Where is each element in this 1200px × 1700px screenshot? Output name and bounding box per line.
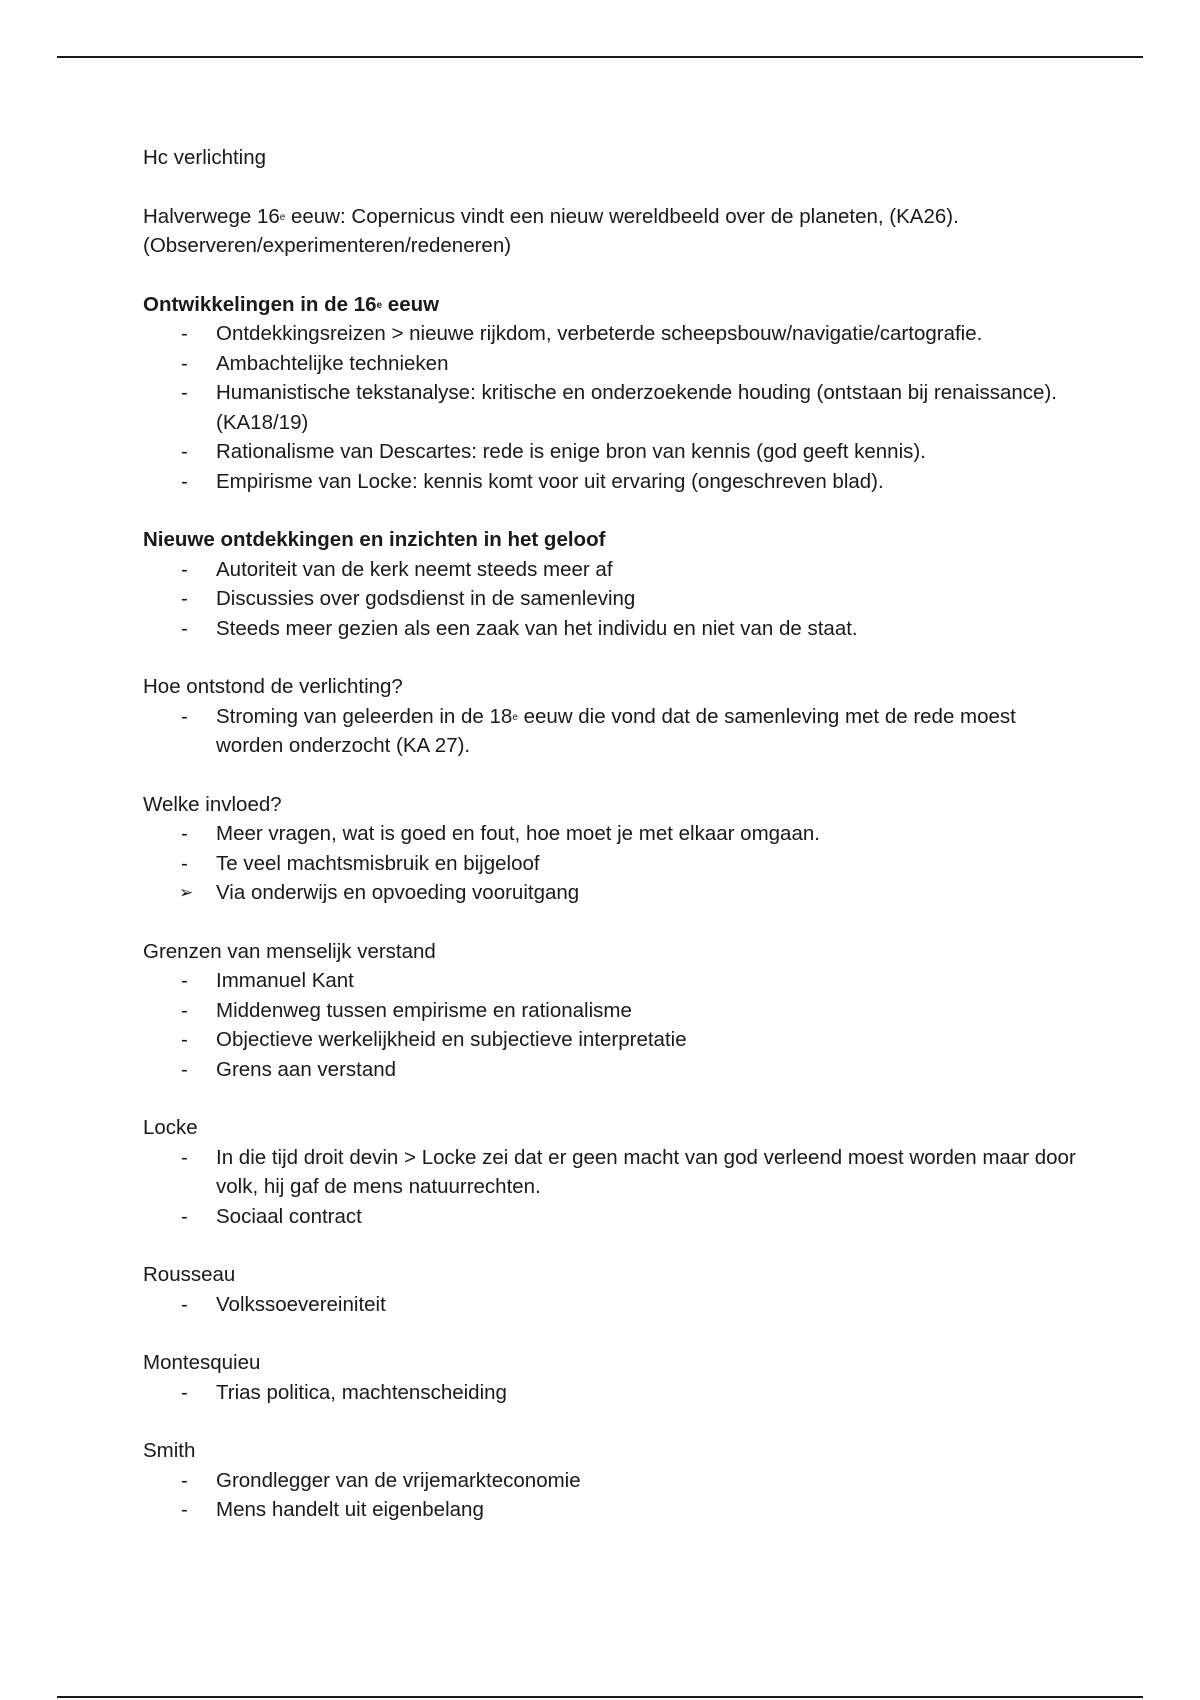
document-title: Hc verlichting	[143, 146, 267, 169]
list-item-text: Immanuel Kant	[216, 969, 354, 992]
list-item	[143, 437, 1083, 467]
list-item-text: Mens handelt uit eigenbelang	[216, 1498, 484, 1521]
list-ontwikkelingen	[143, 319, 1083, 496]
list-item-text: Autoriteit van de kerk neemt steeds meer af	[216, 557, 613, 581]
dash-bullet: -	[181, 616, 188, 640]
intro-superscript: e	[279, 211, 286, 223]
heading-superscript: e	[376, 299, 383, 311]
section-heading-grenzen: Grenzen van menselijk verstand	[143, 939, 436, 963]
arrow-bullet-icon: ➢	[179, 883, 194, 902]
list-item-text-b: eeuw die vond dat de samenleving met de rede moest worden onderzocht (KA 27).	[216, 704, 1016, 757]
list-rousseau	[143, 1290, 1083, 1320]
list-item-text: Empirisme van Locke: kennis komt voor uit ervaring (ongeschreven blad).	[216, 469, 884, 493]
dash-bullet: -	[181, 1468, 188, 1492]
list-invloed	[143, 819, 1083, 908]
list-item	[143, 1055, 1083, 1085]
list-item	[143, 1025, 1083, 1055]
list-item	[143, 849, 1083, 879]
list-item	[143, 878, 1083, 908]
list-item-text: Objectieve werkelijkheid en subjectieve interpretatie	[216, 1028, 687, 1051]
intro-line-1	[143, 202, 1083, 232]
list-item-text: Meer vragen, wat is goed en fout, hoe moet je met elkaar omgaan.	[216, 822, 820, 845]
list-item-text: Rationalisme van Descartes: rede is enige bron van kennis (god geeft kennis).	[216, 440, 926, 463]
footer-rule	[57, 1696, 1143, 1698]
section-heading-geloof: Nieuwe ontdekkingen en inzichten in het geloof	[143, 528, 606, 551]
list-item	[143, 1466, 1083, 1496]
list-item	[143, 966, 1083, 996]
list-item-text: Ontdekkingsreizen > nieuwe rijkdom, verbeterde scheepsbouw/navigatie/cartografie.	[216, 322, 983, 345]
section-heading-smith: Smith	[143, 1439, 196, 1462]
heading-text-b: eeuw	[382, 292, 440, 316]
dash-bullet: -	[181, 969, 188, 992]
dash-bullet: -	[181, 351, 188, 375]
section-heading-ontstaan: Hoe ontstond de verlichting?	[143, 675, 403, 698]
intro-text-b: eeuw: Copernicus vindt een nieuw wereldbeeld over de planeten, (KA26).	[285, 204, 959, 228]
dash-bullet: -	[181, 1204, 188, 1228]
list-grenzen	[143, 966, 1083, 1084]
list-item	[143, 378, 1083, 437]
list-montesquieu	[143, 1378, 1083, 1408]
header-rule	[57, 56, 1143, 58]
list-item	[143, 702, 1083, 761]
section-heading-invloed: Welke invloed?	[143, 792, 282, 816]
list-item	[143, 1495, 1083, 1525]
list-item-text: Discussies over godsdienst in de samenleving	[216, 587, 636, 610]
list-item	[143, 819, 1083, 849]
list-item-text: Middenweg tussen empirisme en rationalisme	[216, 998, 632, 1022]
dash-bullet: -	[181, 1028, 188, 1051]
list-item-text: Steeds meer gezien als een zaak van het individu en niet van de staat.	[216, 616, 858, 640]
list-item-text: Trias politica, machtenscheiding	[216, 1380, 507, 1404]
list-item	[143, 584, 1083, 614]
dash-bullet: -	[181, 587, 188, 610]
dash-bullet: -	[181, 1380, 188, 1404]
dash-bullet: -	[181, 322, 188, 345]
list-item	[143, 1202, 1083, 1232]
dash-bullet: -	[181, 1292, 188, 1316]
dash-bullet: -	[181, 1498, 188, 1521]
list-ontstaan	[143, 702, 1083, 761]
list-item	[143, 319, 1083, 349]
section-heading-ontwikkelingen	[143, 290, 1083, 320]
list-geloof	[143, 555, 1083, 644]
list-item	[143, 1378, 1083, 1408]
list-item	[143, 614, 1083, 644]
dash-bullet: -	[181, 1145, 188, 1169]
list-smith	[143, 1466, 1083, 1525]
dash-bullet: -	[181, 381, 188, 404]
list-item-text: Grondlegger van de vrijemarkteconomie	[216, 1468, 581, 1492]
dash-bullet: -	[181, 704, 188, 728]
list-item-text: Via onderwijs en opvoeding vooruitgang	[216, 881, 580, 904]
list-item	[143, 996, 1083, 1026]
list-item	[143, 1143, 1083, 1202]
list-item-superscript: e	[512, 711, 518, 723]
document-body	[143, 143, 1083, 1525]
dash-bullet: -	[181, 469, 188, 493]
list-item-text: Grens aan verstand	[216, 1057, 397, 1081]
list-item	[143, 467, 1083, 497]
list-item	[143, 555, 1083, 585]
section-heading-montesquieu: Montesquieu	[143, 1351, 261, 1374]
section-heading-rousseau: Rousseau	[143, 1263, 236, 1286]
dash-bullet: -	[181, 557, 188, 581]
intro-line-2: (Observeren/experimenteren/redeneren)	[143, 234, 512, 257]
intro-text-a: Halverwege 16	[143, 204, 280, 228]
section-heading-locke: Locke	[143, 1116, 198, 1139]
list-item-text: Te veel machtsmisbruik en bijgeloof	[216, 851, 540, 875]
dash-bullet: -	[181, 998, 188, 1022]
heading-text-a: Ontwikkelingen in de 16	[143, 292, 377, 316]
list-item-text-a: Stroming van geleerden in de 18	[216, 704, 513, 728]
dash-bullet: -	[181, 822, 188, 845]
list-item-text: In die tijd droit devin > Locke zei dat er geen macht van god verleend moest worden maar door volk, hij gaf de mens natuurrechten.	[216, 1145, 1076, 1198]
list-item	[143, 349, 1083, 379]
list-item-text: Volkssoevereiniteit	[216, 1292, 386, 1316]
list-item-text: Ambachtelijke technieken	[216, 351, 449, 375]
dash-bullet: -	[181, 440, 188, 463]
list-item-text: Humanistische tekstanalyse: kritische en onderzoekende houding (ontstaan bij renaissance). (KA18/19)	[216, 381, 1057, 434]
dash-bullet: -	[181, 851, 188, 875]
list-locke	[143, 1143, 1083, 1232]
list-item	[143, 1290, 1083, 1320]
list-item-text: Sociaal contract	[216, 1204, 362, 1228]
dash-bullet: -	[181, 1057, 188, 1081]
